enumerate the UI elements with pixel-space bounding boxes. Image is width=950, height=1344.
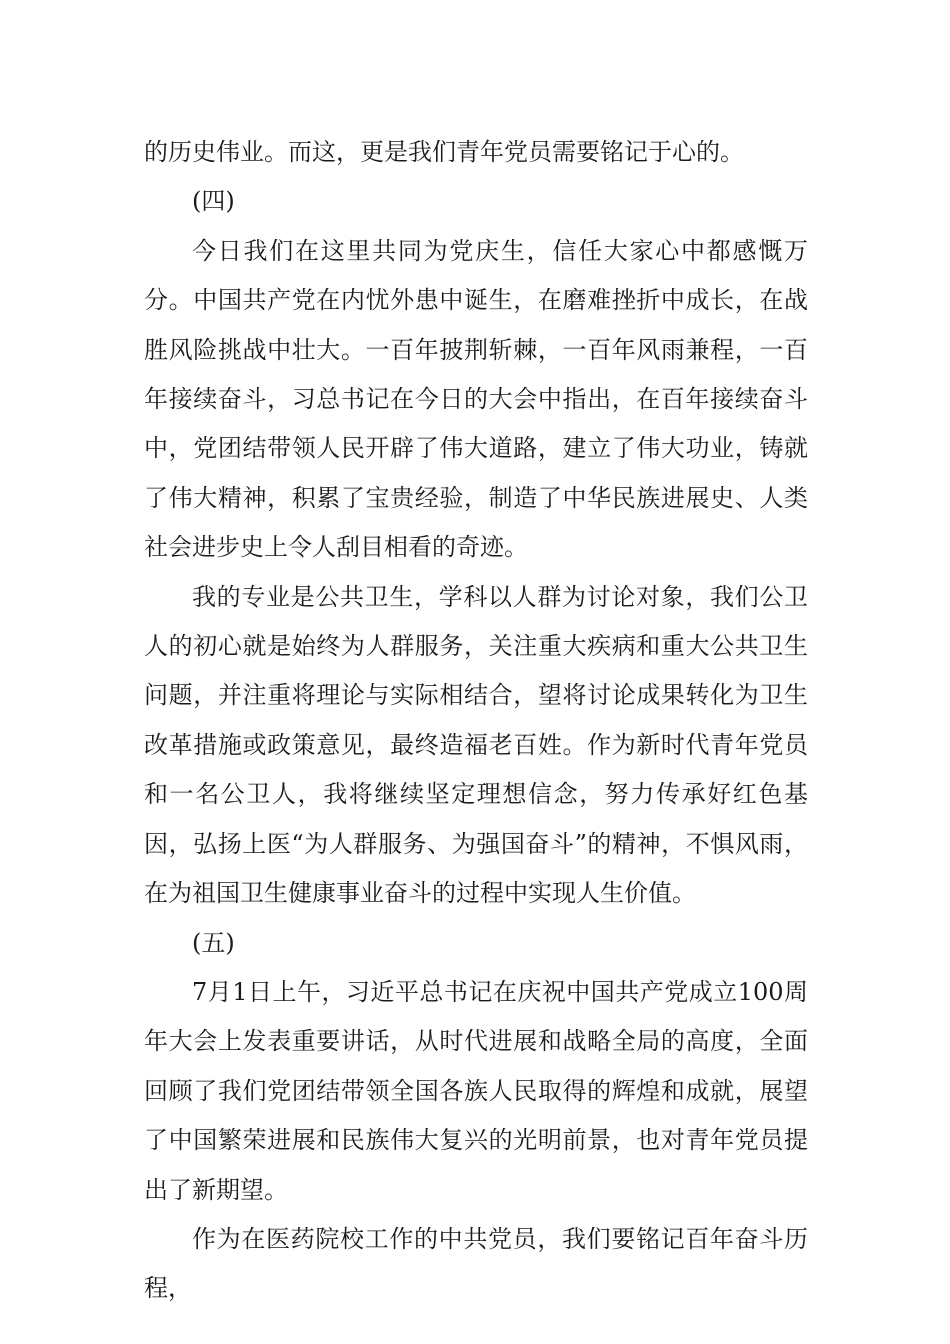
section-heading-four: (四) bbox=[192, 187, 235, 216]
paragraph-medical-college: 作为在医药院校工作的中共党员，我们要铭记百年奋斗历程， bbox=[144, 1224, 808, 1303]
document-body bbox=[144, 128, 808, 1314]
paragraph-continuation: 的历史伟业。而这，更是我们青年党员需要铭记于心的。 bbox=[144, 138, 744, 166]
paragraph-public-health: 我的专业是公共卫生，学科以人群为讨论对象，我们公卫人的初心就是始终为人群服务，关注重大疾病和重大公共卫生问题，并注重将理论与实际相结合，望将讨论成果转化为卫生改革措施或政策意见，最终造福老百姓。作为新时代青年党员和一名公卫人，我将继续坚定理想信念，努力传承好红色基因，弘扬上医“为人群服务、为强国奋斗”的精神，不惧风雨，在为祖国卫生健康事业奋斗的过程中实现人生价值。 bbox=[144, 582, 808, 908]
paragraph-july-first-speech: 7月1日上午，习近平总书记在庆祝中国共产党成立100周年大会上发表重要讲话，从时代进展和战略全局的高度，全面回顾了我们党团结带领全国各族人民取得的辉煌和成就，展望了中国繁荣进展和民族伟大复兴的光明前景，也对青年党员提出了新期望。 bbox=[144, 977, 808, 1204]
paragraph-party-anniversary: 今日我们在这里共同为党庆生，信任大家心中都感慨万分。中国共产党在内忧外患中诞生，在磨难挫折中成长，在战胜风险挑战中壮大。一百年披荆斩棘，一百年风雨兼程，一百年接续奋斗，习总书记在今日的大会中指出，在百年接续奋斗中，党团结带领人民开辟了伟大道路，建立了伟大功业，铸就了伟大精神，积累了宝贵经验，制造了中华民族进展史、人类社会进步史上令人刮目相看的奇迹。 bbox=[144, 236, 808, 562]
section-heading-five: (五) bbox=[192, 928, 235, 957]
